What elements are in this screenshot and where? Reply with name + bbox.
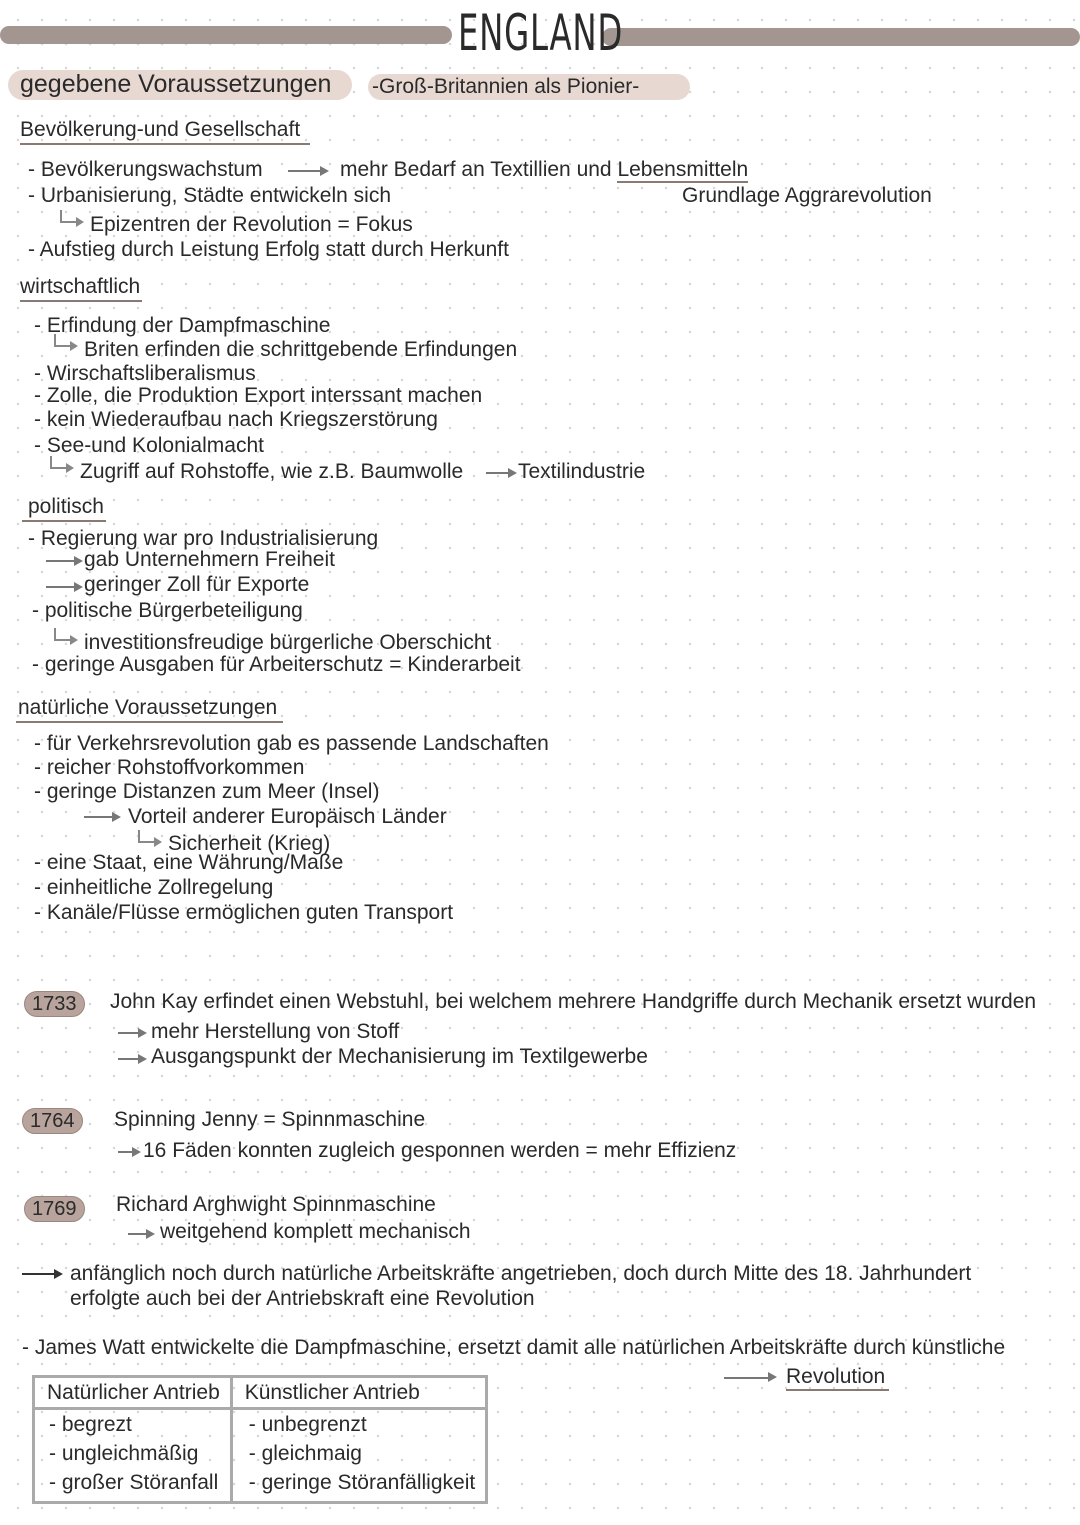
arrow-icon bbox=[118, 1058, 140, 1060]
table-cell: - ungleichmäßig bbox=[34, 1439, 232, 1468]
hook-arrow-icon bbox=[54, 628, 70, 641]
table-row bbox=[34, 1468, 487, 1503]
table-header-row bbox=[34, 1377, 487, 1409]
nat-line-8: - Kanäle/Flüsse ermöglichen guten Transport bbox=[34, 901, 454, 924]
arrow-head-icon bbox=[768, 1372, 777, 1382]
main-heading: gegebene Voraussetzungen bbox=[20, 70, 332, 98]
event-1769-text: Richard Arghwight Spinnmaschine bbox=[116, 1193, 436, 1216]
pol-line-2: gab Unternehmern Freiheit bbox=[84, 548, 335, 571]
table-row bbox=[34, 1439, 487, 1468]
arrow-head-icon bbox=[320, 166, 329, 176]
bev-line-3: Epizentren der Revolution = Fokus bbox=[90, 213, 413, 236]
arrow-icon bbox=[724, 1377, 770, 1379]
arrow-head-icon bbox=[146, 1229, 155, 1239]
bev-line-1-right-b: Lebensmitteln bbox=[617, 158, 749, 181]
header-bar-left bbox=[0, 26, 452, 44]
event-1764-text: Spinning Jenny = Spinnmaschine bbox=[114, 1108, 426, 1131]
arrow-head-icon bbox=[74, 582, 83, 592]
table-cell: - unbegrenzt bbox=[248, 1413, 367, 1436]
arrow-head-icon bbox=[138, 1054, 147, 1064]
pol-line-3: geringer Zoll für Exporte bbox=[84, 573, 310, 596]
arrow-icon bbox=[46, 560, 76, 562]
hook-arrow-icon bbox=[50, 456, 66, 469]
page-title: ENGLAND bbox=[458, 4, 624, 62]
table-cell: - begrezt bbox=[34, 1409, 232, 1440]
conclusion-line-2: erfolgte auch bei der Antriebskraft eine Revolution bbox=[70, 1287, 535, 1310]
pol-line-1: - Regierung war pro Industrialisierung bbox=[28, 527, 379, 550]
year-badge-1733: 1733 bbox=[24, 991, 85, 1017]
section-heading-bevoelkerung: Bevölkerung-und Gesellschaft bbox=[20, 118, 310, 145]
event-1733-text: John Kay erfindet einen Webstuhl, bei welchem mehrere Handgriffe durch Mechanik ersetzt wurden bbox=[110, 990, 1037, 1013]
section-heading-wirtschaftlich: wirtschaftlich bbox=[20, 275, 142, 302]
arrow-icon bbox=[288, 170, 322, 172]
wirt-line-2: Briten erfinden die schrittgebende Erfindungen bbox=[84, 338, 518, 361]
wirt-line-7: Zugriff auf Rohstoffe, wie z.B. Baumwolle bbox=[80, 460, 464, 483]
arrow-icon bbox=[128, 1233, 148, 1235]
arrow-head-icon bbox=[132, 1147, 141, 1157]
wirt-line-3: - Wirschaftsliberalismus bbox=[34, 362, 256, 385]
nat-line-5: Sicherheit (Krieg) bbox=[168, 832, 331, 855]
bev-line-4: - Aufstieg durch Leistung Erfolg statt durch Herkunft bbox=[28, 238, 509, 261]
bev-line-2: - Urbanisierung, Städte entwickeln sich bbox=[28, 184, 392, 207]
hook-arrow-icon bbox=[60, 210, 76, 223]
arrow-head-icon bbox=[138, 1028, 147, 1038]
table-cell: - großer Störanfall bbox=[34, 1468, 232, 1503]
pol-line-4: - politische Bürgerbeteiligung bbox=[32, 599, 303, 622]
arrow-head-icon bbox=[508, 468, 517, 478]
arrow-head-icon bbox=[112, 812, 121, 822]
section-heading-politisch: politisch bbox=[22, 495, 106, 522]
nat-line-2: - reicher Rohstoffvorkommen bbox=[34, 756, 305, 779]
watt-line: - James Watt entwickelte die Dampfmaschine, ersetzt damit alle natürlichen Arbeitskräfte durch künstliche bbox=[22, 1336, 1006, 1359]
arrow-icon bbox=[46, 586, 76, 588]
bev-line-1-right-a: mehr Bedarf an Textillien und bbox=[340, 158, 618, 181]
sub-heading: -Groß-Britannien als Pionier- bbox=[372, 75, 640, 98]
arrow-icon bbox=[84, 816, 114, 818]
year-badge-1764: 1764 bbox=[22, 1108, 83, 1134]
header-bar-right bbox=[602, 28, 1080, 46]
nat-line-7: - einheitliche Zollregelung bbox=[34, 876, 274, 899]
wirt-line-1: - Erfindung der Dampfmaschine bbox=[34, 314, 331, 337]
pol-line-5: investitionsfreudige bürgerliche Oberschicht bbox=[84, 631, 492, 654]
comparison-table bbox=[32, 1375, 488, 1504]
arrow-icon bbox=[22, 1273, 56, 1275]
arrow-head-icon bbox=[54, 1269, 63, 1279]
revolution-label: Revolution bbox=[786, 1365, 889, 1391]
arrow-head-icon bbox=[74, 556, 83, 566]
event-1764-sub-1: 16 Fäden konnten zugleich gesponnen werden = mehr Effizienz bbox=[143, 1139, 737, 1162]
table-cell: - geringe Störanfälligkeit bbox=[248, 1471, 476, 1494]
section-heading-natuerlich: natürliche Voraussetzungen bbox=[16, 696, 283, 723]
hook-arrow-icon bbox=[138, 830, 154, 843]
wirt-line-6: - See-und Kolonialmacht bbox=[34, 434, 264, 457]
table-cell: - gleichmaig bbox=[248, 1442, 362, 1465]
wirt-line-5: - kein Wiederaufbau nach Kriegszerstörung bbox=[34, 408, 438, 431]
nat-line-3: - geringe Distanzen zum Meer (Insel) bbox=[34, 780, 380, 803]
wirt-line-7b: Textilindustrie bbox=[518, 460, 646, 483]
hook-arrow-icon bbox=[54, 334, 70, 347]
table-row bbox=[34, 1409, 487, 1440]
event-1733-sub-1: mehr Herstellung von Stoff bbox=[151, 1020, 400, 1043]
event-1769-sub-1: weitgehend komplett mechanisch bbox=[160, 1220, 471, 1243]
year-badge-1769: 1769 bbox=[24, 1196, 85, 1222]
bev-note: Grundlage Aggrarevolution bbox=[682, 184, 932, 207]
conclusion-line-1: anfänglich noch durch natürliche Arbeitskräfte angetrieben, doch durch Mitte des 18. Jahrhundert bbox=[70, 1262, 972, 1285]
arrow-icon bbox=[118, 1032, 140, 1034]
bev-line-1: - Bevölkerungswachstum bbox=[28, 158, 263, 181]
nat-line-1: - für Verkehrsrevolution gab es passende Landschaften bbox=[34, 732, 549, 755]
arrow-icon bbox=[486, 472, 510, 474]
table-header-kuenstlich: Künstlicher Antrieb bbox=[231, 1377, 486, 1409]
table-header-natuerlich: Natürlicher Antrieb bbox=[34, 1377, 232, 1409]
event-1733-sub-2: Ausgangspunkt der Mechanisierung im Textilgewerbe bbox=[151, 1045, 648, 1068]
bev-line-1-right bbox=[340, 158, 748, 182]
wirt-line-4: - Zolle, die Produktion Export interssant machen bbox=[34, 384, 483, 407]
nat-line-4: Vorteil anderer Europäisch Länder bbox=[128, 805, 447, 828]
pol-line-6: - geringe Ausgaben für Arbeiterschutz = Kinderarbeit bbox=[32, 653, 521, 676]
nat-line-6: - eine Staat, eine Währung/Maße bbox=[34, 851, 344, 874]
